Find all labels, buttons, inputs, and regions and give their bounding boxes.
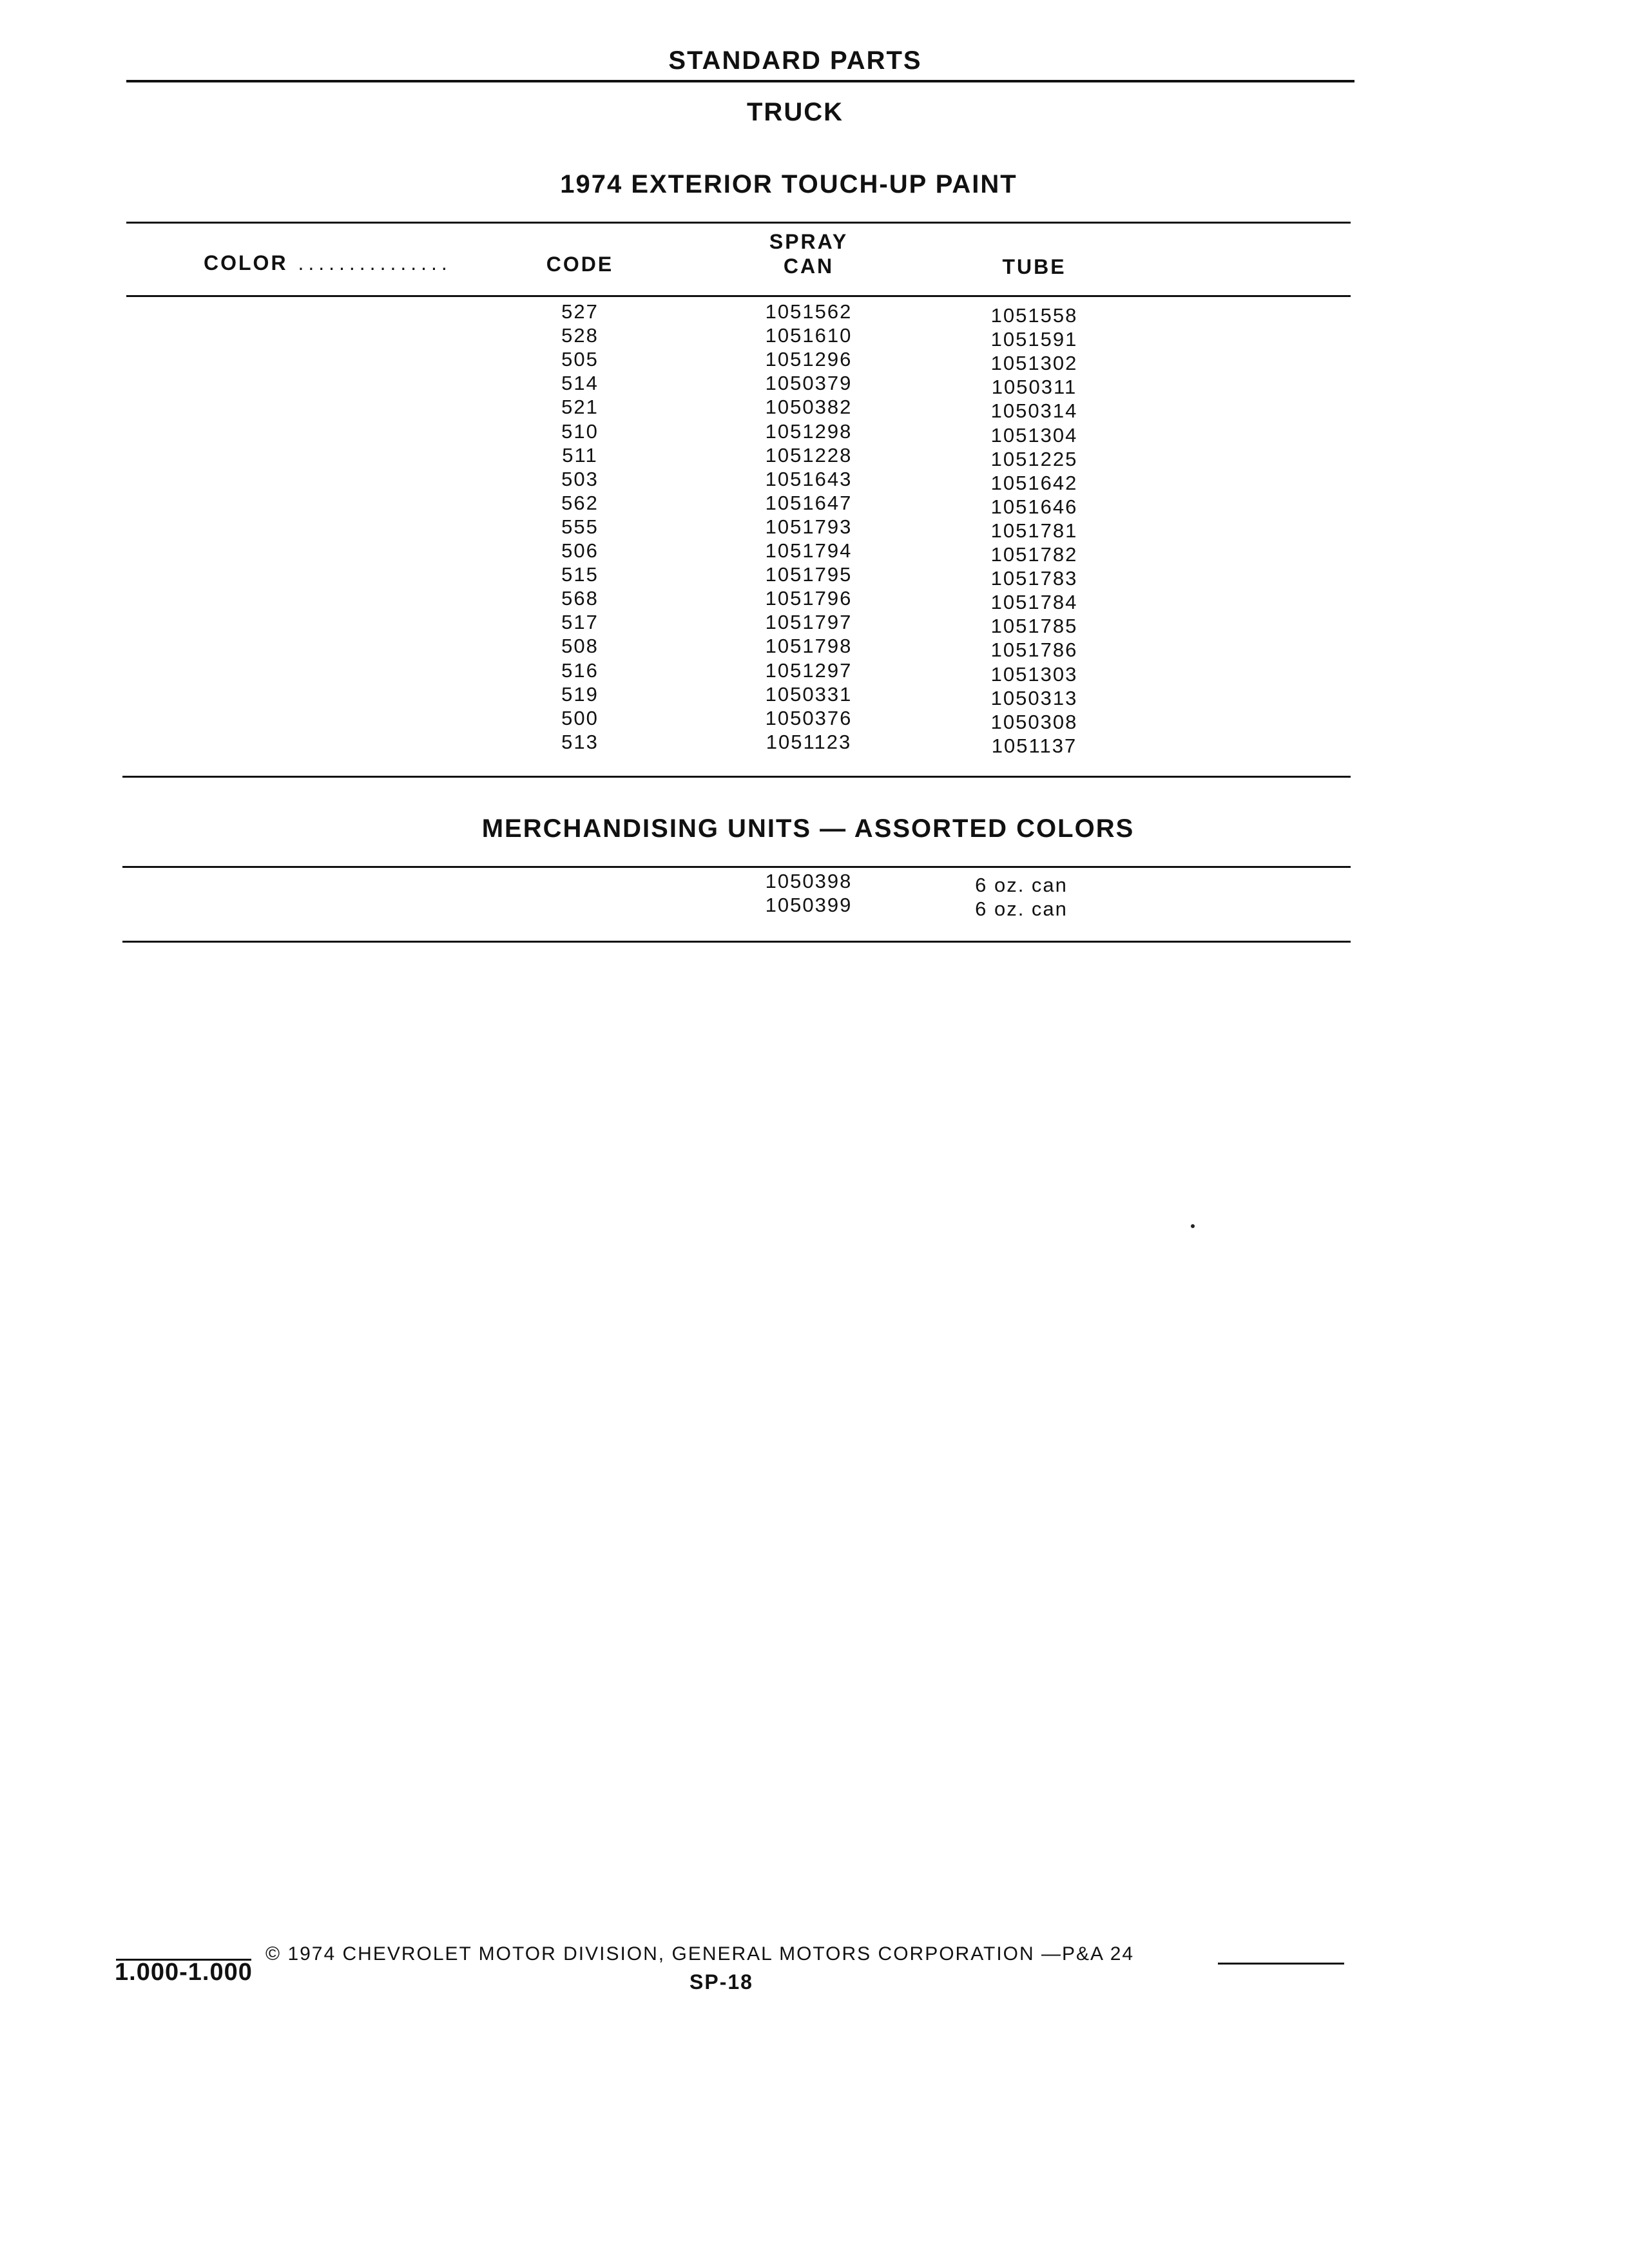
tube-part-number: 1050314: [990, 399, 1078, 423]
column-header-tube: TUBE: [1002, 255, 1066, 278]
column-header-spray-can: SPRAY CAN: [769, 230, 849, 278]
spray-can-part-number: 1051794: [765, 539, 853, 562]
paint-code: 515: [561, 563, 599, 586]
footer-right-rule: [1218, 1963, 1344, 1965]
section-title: STANDARD PARTS: [668, 46, 922, 75]
tube-part-number: 1050313: [990, 686, 1078, 709]
table-header-rule: [126, 295, 1351, 297]
merchandising-title: MERCHANDISING UNITS — ASSORTED COLORS: [481, 814, 1135, 843]
column-header-color: COLOR ...............: [204, 251, 452, 274]
table-row: [0, 611, 1629, 638]
table-row: [0, 324, 1629, 351]
spray-can-part-number: 1051123: [766, 730, 852, 753]
spray-can-part-number: 1051298: [765, 419, 853, 443]
column-header-code: CODE: [546, 253, 614, 276]
tube-part-number: 1051786: [990, 639, 1078, 662]
table-row: [0, 419, 1629, 447]
table-row: [0, 348, 1629, 375]
table-row: [0, 300, 1629, 327]
tube-part-number: 1051225: [990, 447, 1078, 470]
table-row: [0, 635, 1629, 662]
paint-code: 519: [561, 682, 599, 706]
table-row: [0, 563, 1629, 590]
spray-can-part-number: 1051643: [765, 467, 853, 490]
spray-can-part-number: 1051797: [765, 611, 853, 634]
spray-can-part-number: 1051297: [765, 658, 853, 682]
tube-part-number: 1051646: [990, 495, 1078, 518]
paint-code: 527: [561, 300, 599, 323]
page-number: SP-18: [689, 1970, 753, 1994]
table-row: [0, 683, 1629, 707]
table-row: [0, 515, 1629, 542]
table-row: [0, 587, 1629, 614]
merchandise-size: 6 oz. can: [975, 898, 1068, 920]
merchandising-top-rule: [122, 866, 1351, 868]
merchandise-size: 6 oz. can: [975, 874, 1068, 896]
table-row: [0, 539, 1629, 566]
spray-can-part-number: 1050376: [765, 706, 853, 729]
tube-part-number: 1051784: [990, 591, 1078, 614]
spray-can-part-number: 1051798: [765, 635, 853, 658]
paint-code: 514: [561, 372, 599, 395]
header-rule: [126, 80, 1354, 82]
spray-can-part-number: 1051562: [765, 300, 853, 323]
tube-part-number: 1051558: [990, 304, 1078, 327]
spray-can-part-number: 1051796: [765, 587, 853, 610]
tube-part-number: 1051642: [990, 471, 1078, 494]
subsection-title: TRUCK: [747, 98, 843, 126]
spray-can-part-number: 1051647: [765, 491, 853, 514]
paint-code: 555: [561, 515, 599, 538]
copyright-notice: © 1974 CHEVROLET MOTOR DIVISION, GENERAL MOTORS CORPORATION —P&A 24: [265, 1943, 1135, 1965]
spray-can-part-number: 1051296: [765, 348, 853, 371]
merchandising-bottom-rule: [122, 941, 1351, 943]
tube-part-number: 1051302: [990, 352, 1078, 375]
paint-code: 506: [561, 539, 599, 562]
paint-code: 500: [561, 706, 599, 729]
spray-can-part-number: 1051795: [765, 563, 853, 586]
table-row: [0, 372, 1629, 399]
tube-part-number: 1051304: [990, 423, 1078, 447]
tube-part-number: 1051783: [990, 567, 1078, 590]
paint-code: 521: [561, 396, 599, 419]
stray-mark: [1191, 1224, 1195, 1228]
tube-part-number: 1050311: [991, 376, 1077, 399]
tube-part-number: 1051782: [990, 543, 1078, 566]
spray-can-part-number: 1051793: [765, 515, 853, 538]
tube-part-number: 1051137: [991, 734, 1077, 757]
spray-can-part-number: 1050382: [765, 396, 853, 419]
paint-code: 513: [561, 730, 599, 753]
table-bottom-rule: [122, 776, 1351, 778]
merchandise-part-number: 1050399: [765, 894, 853, 916]
paint-code: 503: [561, 467, 599, 490]
paint-code: 528: [561, 324, 599, 347]
table-top-rule: [126, 222, 1351, 224]
tube-part-number: 1051781: [990, 519, 1078, 542]
table-row: [0, 707, 1629, 731]
paint-code: 508: [561, 635, 599, 658]
tube-part-number: 1050308: [990, 710, 1078, 733]
table-row: [0, 658, 1629, 686]
merchandising-row: [0, 894, 1629, 918]
table-row: [0, 396, 1629, 423]
table-row: [0, 444, 1629, 468]
paint-code: 516: [561, 658, 599, 682]
table-title: 1974 EXTERIOR TOUCH-UP PAINT: [560, 170, 1017, 198]
table-row: [0, 730, 1629, 757]
merchandise-part-number: 1050398: [765, 870, 853, 892]
tube-part-number: 1051785: [990, 615, 1078, 638]
merchandising-row: [0, 870, 1629, 894]
spray-can-part-number: 1051228: [765, 443, 853, 466]
section-number: 1.000-1.000: [115, 1959, 253, 1986]
paint-code: 505: [561, 348, 599, 371]
spray-can-part-number: 1051610: [765, 324, 853, 347]
spray-can-part-number: 1050331: [765, 682, 853, 706]
paint-code: 511: [562, 443, 598, 466]
paint-code: 517: [561, 611, 599, 634]
paint-code: 562: [561, 491, 599, 514]
table-row: [0, 468, 1629, 492]
tube-part-number: 1051303: [990, 662, 1078, 686]
paint-code: 510: [561, 419, 599, 443]
paint-code: 568: [561, 587, 599, 610]
table-row: [0, 491, 1629, 518]
spray-can-part-number: 1050379: [765, 372, 853, 395]
tube-part-number: 1051591: [990, 328, 1078, 351]
